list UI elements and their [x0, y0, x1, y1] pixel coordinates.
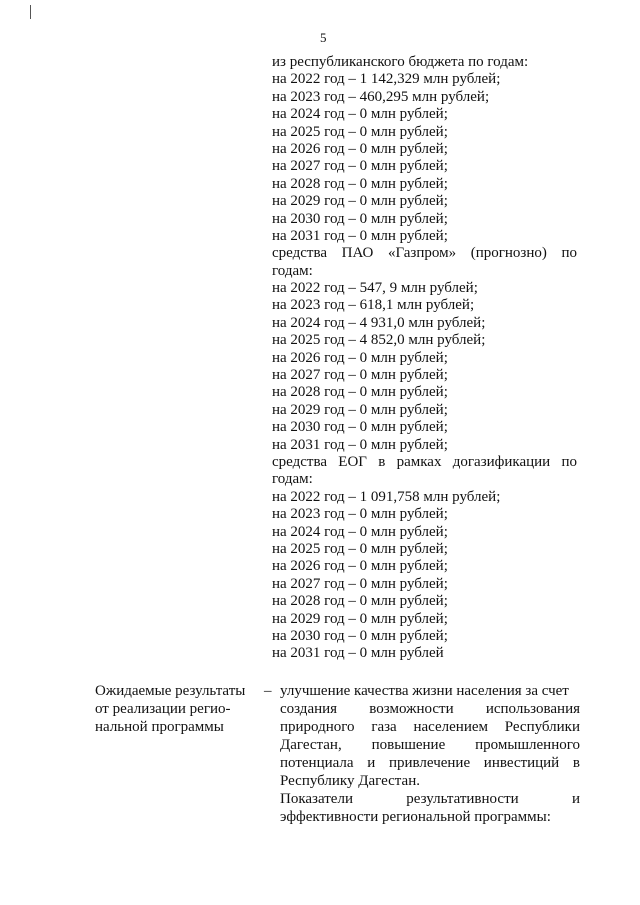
eog-funds-heading-cont: годам:	[272, 471, 313, 488]
republican-budget-line: на 2026 год – 0 млн рублей;	[272, 140, 448, 157]
republican-budget-line: на 2022 год – 1 142,329 млн рублей;	[272, 71, 501, 88]
expected-results-text-line: эффективности региональной программы:	[280, 809, 551, 825]
expected-results-label-line: от реализации регио-	[95, 701, 231, 717]
republican-budget-line: на 2031 год – 0 млн рублей;	[272, 227, 448, 244]
eog-funds-line: на 2027 год – 0 млн рублей;	[272, 575, 448, 592]
expected-results-label	[95, 682, 260, 736]
republican-budget-line: на 2025 год – 0 млн рублей;	[272, 123, 448, 140]
gazprom-funds-line: на 2024 год – 4 931,0 млн рублей;	[272, 314, 486, 331]
eog-funds-line: на 2022 год – 1 091,758 млн рублей;	[272, 488, 501, 505]
gazprom-funds-line: на 2023 год – 618,1 млн рублей;	[272, 297, 475, 314]
republican-budget-line: на 2030 год – 0 млн рублей;	[272, 210, 448, 227]
expected-results-text-line: потенциала и привлечение инвестиций в	[280, 755, 580, 771]
page-number: 5	[320, 30, 327, 45]
republican-budget-line: на 2024 год – 0 млн рублей;	[272, 106, 448, 123]
eog-funds-line: на 2031 год – 0 млн рублей	[272, 645, 444, 662]
gazprom-funds-line: на 2027 год – 0 млн рублей;	[272, 367, 448, 384]
eog-funds-line: на 2025 год – 0 млн рублей;	[272, 540, 448, 557]
gazprom-funds-line: на 2025 год – 4 852,0 млн рублей;	[272, 332, 486, 349]
republican-budget-heading: из республиканского бюджета по годам:	[272, 54, 529, 70]
gazprom-funds-line: на 2031 год – 0 млн рублей;	[272, 436, 448, 453]
republican-budget-line: на 2028 год – 0 млн рублей;	[272, 175, 448, 192]
gazprom-funds-line: на 2022 год – 547, 9 млн рублей;	[272, 280, 478, 297]
eog-funds-line: на 2029 год – 0 млн рублей;	[272, 610, 448, 627]
funding-sources-column	[272, 54, 577, 663]
gazprom-funds-line: на 2028 год – 0 млн рублей;	[272, 384, 448, 401]
expected-results-text-line: Показатели результативности и	[280, 791, 580, 807]
republican-budget-line: на 2027 год – 0 млн рублей;	[272, 158, 448, 175]
expected-results-dash: –	[264, 683, 272, 699]
expected-results-text-line: Дагестан, повышение промышленного	[280, 737, 580, 753]
republican-budget-line: на 2029 год – 0 млн рублей;	[272, 193, 448, 210]
eog-funds-line: на 2026 год – 0 млн рублей;	[272, 558, 448, 575]
eog-funds-line: на 2028 год – 0 млн рублей;	[272, 593, 448, 610]
republican-budget-line: на 2023 год – 460,295 млн рублей;	[272, 88, 490, 105]
gazprom-funds-line: на 2030 год – 0 млн рублей;	[272, 419, 448, 436]
expected-results-label-line: нальной программы	[95, 719, 224, 735]
gazprom-funds-line: на 2026 год – 0 млн рублей;	[272, 349, 448, 366]
expected-results-text-line: Республику Дагестан.	[280, 773, 420, 789]
expected-results-label-line: Ожидаемые результаты	[95, 683, 246, 699]
eog-funds-line: на 2024 год – 0 млн рублей;	[272, 523, 448, 540]
eog-funds-heading: средства ЕОГ в рамках догазификации по	[272, 453, 577, 470]
scan-edge-mark	[30, 5, 31, 19]
expected-results-text-line: природного газа населением Республики	[280, 719, 580, 735]
gazprom-funds-heading: средства ПАО «Газпром» (прогнозно) по	[272, 245, 577, 262]
eog-funds-line: на 2030 год – 0 млн рублей;	[272, 627, 448, 644]
expected-results-text-line: улучшение качества жизни населения за счет	[280, 683, 569, 699]
gazprom-funds-heading-cont: годам:	[272, 262, 313, 279]
expected-results-text	[280, 682, 580, 826]
expected-results-text-line: создания возможности использования	[280, 701, 580, 717]
gazprom-funds-line: на 2029 год – 0 млн рублей;	[272, 401, 448, 418]
eog-funds-line: на 2023 год – 0 млн рублей;	[272, 506, 448, 523]
